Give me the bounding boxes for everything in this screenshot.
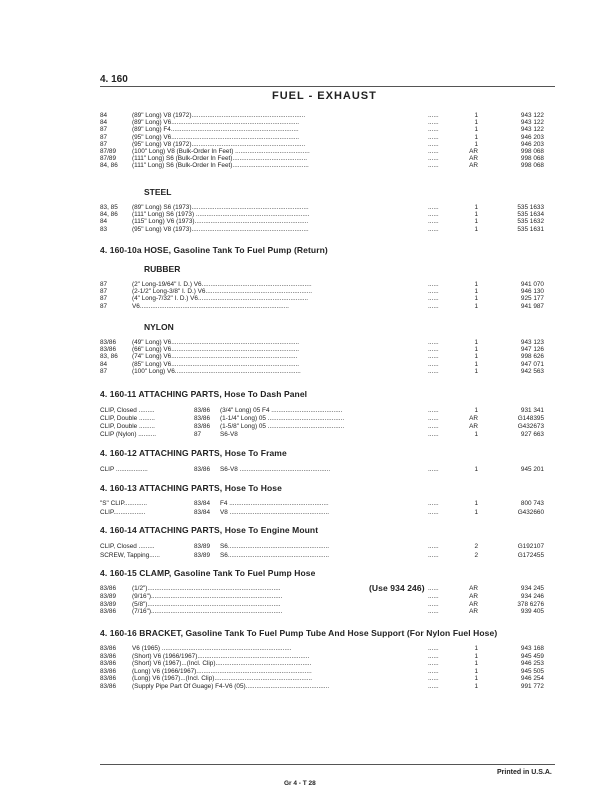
list-item [100, 508, 560, 517]
model-cell: 83, 86 [100, 353, 118, 361]
leader-dots: ...... [428, 353, 439, 361]
description-cell: (Short) V6 (1966/1967)............................................................... [132, 652, 310, 660]
part-number-cell: G432660 [517, 508, 544, 516]
description-cell: (111" Long) S6 (Bulk-Order In Feet).......................................... [132, 155, 307, 163]
quantity-cell: AR [469, 155, 478, 163]
part-number-cell: 925 177 [520, 295, 544, 303]
subheading-nylon: NYLON [144, 322, 174, 332]
part-number-cell: 535 1634 [517, 211, 544, 219]
description-cell: (Long) V6 (1967)...(Incl. Clip)....................................................... [132, 675, 313, 683]
quantity-cell: 1 [474, 288, 478, 296]
section-heading-10a: 4. 160-10a HOSE, Gasoline Tank To Fuel Pump (Return) [100, 245, 328, 255]
leader-dots: ...... [428, 346, 439, 354]
part-number-cell: 934 246 [520, 592, 544, 600]
list-item [100, 608, 560, 616]
description-cell: S6-V8 [220, 431, 238, 438]
part-number-cell: 927 663 [520, 431, 544, 438]
part-number-cell: 946 203 [520, 140, 544, 148]
item-name-cell: CLIP, Closed ......... [100, 407, 155, 414]
quantity-cell: AR [469, 592, 478, 600]
page-title: FUEL - EXHAUST [272, 90, 377, 102]
part-number-cell: 943 123 [520, 339, 544, 346]
part-number-cell: 945 201 [520, 466, 544, 473]
model-cell: 83/86 [194, 423, 210, 430]
quantity-cell: 1 [474, 675, 478, 683]
description-cell: (85" Long) V6........................................................................ [132, 360, 300, 368]
quantity-cell: AR [469, 585, 478, 592]
list-item [100, 593, 560, 601]
quantity-cell: 1 [474, 204, 478, 211]
quantity-cell: 1 [474, 431, 478, 438]
model-cell: 84 [100, 119, 108, 127]
leader-dots: ...... [428, 500, 439, 507]
model-cell: 83/84 [194, 508, 210, 516]
part-number-cell: 945 505 [520, 667, 544, 675]
leader-dots: ...... [428, 660, 439, 668]
description-cell: (95" Long) V8 (1972)................................................................ [132, 140, 306, 148]
part-number-cell: 941 070 [520, 281, 544, 288]
model-cell: 87 [100, 288, 108, 296]
part-number-cell: 947 126 [520, 346, 544, 354]
model-cell: 83/84 [194, 500, 210, 507]
description-cell: (49" Long) V6........................................................................ [132, 339, 300, 346]
part-number-cell: 535 1631 [517, 225, 544, 233]
model-cell: 87 [100, 126, 108, 134]
quantity-cell: 1 [474, 218, 478, 226]
quantity-cell: 1 [474, 667, 478, 675]
leader-dots: ...... [428, 281, 439, 288]
leader-dots: ...... [428, 360, 439, 368]
model-cell: 83/86 [100, 667, 116, 675]
leader-dots: ...... [428, 112, 439, 119]
quantity-cell: 1 [474, 508, 478, 516]
printed-note: Printed in U.S.A. [497, 769, 552, 776]
item-name-cell: "S" CLIP............. [100, 500, 148, 507]
model-cell: 87 [100, 133, 108, 141]
description-cell: (2" Long-19/64" I. D.) V6.............................................................. [132, 281, 312, 288]
section-heading-13: 4. 160-13 ATTACHING PARTS, Hose To Hose [100, 483, 282, 493]
leader-dots: ...... [428, 431, 439, 438]
leader-dots: ...... [428, 667, 439, 675]
model-cell: 83/86 [100, 346, 116, 354]
part-number-cell: 941 987 [520, 302, 544, 310]
model-cell: 87/89 [100, 155, 116, 163]
description-cell: (2-1/2" Long-3/8" I. D.) V6............................................................ [132, 288, 312, 296]
description-cell: (89" Long) V8 (1972)................................................................ [132, 112, 306, 119]
quantity-cell: 1 [474, 281, 478, 288]
description-cell: V6.................................................................................... [132, 302, 289, 310]
model-cell: 83/86 [100, 645, 116, 652]
quantity-cell: 1 [474, 353, 478, 361]
quantity-cell: 1 [474, 660, 478, 668]
description-cell: (Short) V6 (1967)...(Incl. Clip)...................................................... [132, 660, 312, 668]
model-cell: 83/86 [100, 652, 116, 660]
part-number-cell: G192107 [517, 543, 544, 550]
description-cell: F4 ........................................................ [220, 500, 329, 507]
leader-dots: ...... [428, 675, 439, 683]
description-cell: (89" Long) S6 (1973).................................................................. [132, 204, 309, 211]
description-cell: (3/4" Long) 05 F4 ........................................ [220, 407, 343, 414]
quantity-cell: 1 [474, 211, 478, 219]
model-cell: 83/89 [194, 543, 210, 550]
part-number-cell: 939 405 [520, 608, 544, 616]
part-number-cell: G172455 [517, 551, 544, 559]
description-cell: S6......................................................... [220, 543, 330, 550]
quantity-cell: 1 [474, 126, 478, 134]
leader-dots: ...... [428, 218, 439, 226]
model-cell: 87 [194, 431, 202, 438]
part-number-cell: G148395 [517, 415, 544, 422]
header-rule [100, 86, 555, 87]
model-cell: 87 [100, 302, 108, 310]
leader-dots: ...... [428, 423, 439, 430]
part-number-cell: 942 563 [520, 367, 544, 375]
description-cell: (66" Long) V6........................................................................ [132, 346, 300, 354]
quantity-cell: 1 [474, 360, 478, 368]
description-cell: S6......................................................... [220, 551, 330, 559]
part-number-cell: G432673 [517, 423, 544, 430]
model-cell: 83/86 [100, 339, 116, 346]
leader-dots: ...... [428, 551, 439, 559]
description-cell: (Supply Pipe Part Of Guage) F4-V6 (05)............................................... [132, 683, 330, 690]
quantity-cell: 1 [474, 367, 478, 375]
part-number-cell: 946 254 [520, 675, 544, 683]
page-number: 4. 160 [100, 74, 128, 85]
model-cell: 83 [100, 225, 108, 233]
model-cell: 83/89 [194, 551, 210, 559]
quantity-cell: 1 [474, 140, 478, 148]
quantity-cell: 1 [474, 112, 478, 119]
quantity-cell: 1 [474, 119, 478, 127]
leader-dots: ...... [428, 204, 439, 211]
model-cell: 87 [100, 367, 108, 375]
part-number-cell: 947 071 [520, 360, 544, 368]
part-number-cell: 931 341 [520, 407, 544, 414]
quantity-cell: 1 [474, 466, 478, 473]
quantity-cell: 2 [474, 551, 478, 559]
quantity-cell: 1 [474, 683, 478, 690]
description-cell: (100" Long) V6....................................................................... [132, 367, 301, 375]
description-cell: (9/16").......................................................................... [132, 592, 283, 600]
model-cell: 83/86 [100, 660, 116, 668]
model-cell: 83/86 [194, 415, 210, 422]
section-heading-14: 4. 160-14 ATTACHING PARTS, Hose To Engine Mount [100, 525, 319, 535]
part-number-cell: 943 168 [520, 645, 544, 652]
description-cell: (95" Long) V8 (1973).................................................................. [132, 225, 309, 233]
quantity-cell: AR [469, 148, 478, 155]
item-name-cell: CLIP.................. [100, 508, 146, 516]
leader-dots: ...... [428, 645, 439, 652]
leader-dots: ...... [428, 608, 439, 616]
description-cell: (89" Long) F4........................................................................ [132, 126, 299, 134]
part-number-cell: 535 1633 [517, 204, 544, 211]
part-number-cell: 946 203 [520, 133, 544, 141]
part-number-cell: 943 122 [520, 119, 544, 127]
description-cell: V8 ........................................................ [220, 508, 330, 516]
model-cell: 87 [100, 140, 108, 148]
section-heading-12: 4. 160-12 ATTACHING PARTS, Hose To Frame [100, 448, 287, 458]
model-cell: 83/86 [194, 407, 210, 414]
description-cell: (1-1/4" Long) 05 ........................................... [220, 415, 345, 422]
description-cell: (5/8")........................................................................... [132, 600, 281, 608]
leader-dots: ...... [428, 140, 439, 148]
part-number-cell: 934 245 [520, 585, 544, 592]
leader-dots: ...... [428, 585, 439, 592]
list-item [100, 303, 560, 311]
leader-dots: ...... [428, 407, 439, 414]
model-cell: 87 [100, 295, 108, 303]
list-item [100, 601, 560, 609]
part-number-cell: 998 068 [520, 148, 544, 155]
leader-dots: ...... [428, 508, 439, 516]
item-name-cell: SCREW, Tapping...... [100, 551, 160, 559]
model-cell: 83/86 [100, 675, 116, 683]
model-cell: 83/86 [100, 608, 116, 616]
leader-dots: ...... [428, 683, 439, 690]
part-number-cell: 378 6276 [517, 600, 544, 608]
leader-dots: ...... [428, 652, 439, 660]
section-heading-16: 4. 160-16 BRACKET, Gasoline Tank To Fuel Pump Tube And Hose Support (For Nylon Fuel Hose) [100, 628, 498, 638]
description-cell: (4" Long-7/32" I. D.) V6.............................................................. [132, 295, 309, 303]
list-item [100, 683, 560, 691]
part-number-cell: 943 122 [520, 112, 544, 119]
model-cell: 84 [100, 360, 108, 368]
subheading-rubber: RUBBER [144, 264, 181, 274]
footer-code: Gr 4 - T 28 [284, 780, 316, 787]
part-number-cell: 991 772 [520, 683, 544, 690]
item-name-cell: CLIP, Double ......... [100, 423, 155, 430]
item-name-cell: CLIP (Nylon) .......... [100, 431, 156, 438]
quantity-cell: AR [469, 415, 478, 422]
quantity-cell: 1 [474, 645, 478, 652]
quantity-cell: 1 [474, 302, 478, 310]
quantity-cell: 2 [474, 543, 478, 550]
leader-dots: ...... [428, 148, 439, 155]
quantity-cell: 1 [474, 295, 478, 303]
leader-dots: ...... [428, 126, 439, 134]
list-item [100, 368, 560, 376]
description-cell: (74" Long) V6....................................................................... [132, 353, 298, 361]
part-number-cell: 998 626 [520, 353, 544, 361]
leader-dots: ...... [428, 133, 439, 141]
use-note: (Use 934 246) [369, 583, 425, 593]
part-number-cell: 945 459 [520, 652, 544, 660]
quantity-cell: AR [469, 600, 478, 608]
model-cell: 83/86 [100, 585, 116, 592]
list-item [100, 430, 560, 439]
part-number-cell: 800 743 [520, 500, 544, 507]
description-cell: (95" Long) V6........................................................................ [132, 133, 300, 141]
description-cell: (115" Long) V6 (1973)................................................................ [132, 218, 309, 226]
description-cell: (1/2")........................................................................... [132, 585, 281, 592]
leader-dots: ...... [428, 295, 439, 303]
quantity-cell: 1 [474, 652, 478, 660]
part-number-cell: 946 253 [520, 660, 544, 668]
list-item [100, 226, 560, 234]
quantity-cell: 1 [474, 500, 478, 507]
quantity-cell: AR [469, 423, 478, 430]
leader-dots: ...... [428, 302, 439, 310]
model-cell: 84, 86 [100, 162, 118, 170]
leader-dots: ...... [428, 155, 439, 163]
quantity-cell: 1 [474, 407, 478, 414]
leader-dots: ...... [428, 119, 439, 127]
quantity-cell: 1 [474, 346, 478, 354]
item-name-cell: CLIP .................. [100, 466, 148, 473]
part-number-cell: 998 068 [520, 155, 544, 163]
leader-dots: ...... [428, 211, 439, 219]
model-cell: 83/89 [100, 592, 116, 600]
model-cell: 87/89 [100, 148, 116, 155]
leader-dots: ...... [428, 466, 439, 473]
item-name-cell: CLIP, Double ......... [100, 415, 155, 422]
model-cell: 83/86 [194, 466, 210, 473]
leader-dots: ...... [428, 162, 439, 170]
leader-dots: ...... [428, 225, 439, 233]
model-cell: 84 [100, 112, 108, 119]
description-cell: (Long) V6 (1966/1967)................................................................. [132, 667, 312, 675]
leader-dots: ...... [428, 367, 439, 375]
part-number-cell: 998 068 [520, 162, 544, 170]
item-name-cell: CLIP, Closed ......... [100, 543, 155, 550]
list-item [100, 551, 560, 560]
section-heading-15: 4. 160-15 CLAMP, Gasoline Tank To Fuel Pump Hose [100, 568, 316, 578]
list-item [100, 162, 560, 170]
description-cell: V6 (1965) ......................................................................... [132, 645, 292, 652]
model-cell: 87 [100, 281, 108, 288]
model-cell: 83, 85 [100, 204, 118, 211]
leader-dots: ...... [428, 600, 439, 608]
leader-dots: ...... [428, 543, 439, 550]
list-item [100, 465, 560, 474]
quantity-cell: 1 [474, 133, 478, 141]
list-item [100, 585, 560, 593]
footer-rule [100, 764, 555, 765]
leader-dots: ...... [428, 288, 439, 296]
part-number-cell: 946 130 [520, 288, 544, 296]
description-cell: (100" Long) V8 (Bulk-Order In Feet) .......................................... [132, 148, 310, 155]
description-cell: S6-V8 ................................................... [220, 466, 331, 473]
quantity-cell: AR [469, 608, 478, 616]
part-number-cell: 943 122 [520, 126, 544, 134]
quantity-cell: 1 [474, 339, 478, 346]
quantity-cell: AR [469, 162, 478, 170]
description-cell: (111" Long) S6 (Bulk-Order In Feet)........................................... [132, 162, 309, 170]
description-cell: (1-5/8" Long) 05 ........................................... [220, 423, 345, 430]
section-heading-11: 4. 160-11 ATTACHING PARTS, Hose To Dash Panel [100, 389, 308, 399]
leader-dots: ...... [428, 339, 439, 346]
quantity-cell: 1 [474, 225, 478, 233]
model-cell: 83/89 [100, 600, 116, 608]
subheading-steel: STEEL [144, 187, 172, 197]
part-number-cell: 535 1632 [517, 218, 544, 226]
leader-dots: ...... [428, 415, 439, 422]
leader-dots: ...... [428, 592, 439, 600]
model-cell: 83/86 [100, 683, 116, 690]
model-cell: 84, 86 [100, 211, 118, 219]
description-cell: (89" Long) V6........................................................................ [132, 119, 300, 127]
description-cell: (111" Long) S6 (1973) ................................................................ [132, 211, 310, 219]
description-cell: (7/16").......................................................................... [132, 608, 283, 616]
model-cell: 84 [100, 218, 108, 226]
